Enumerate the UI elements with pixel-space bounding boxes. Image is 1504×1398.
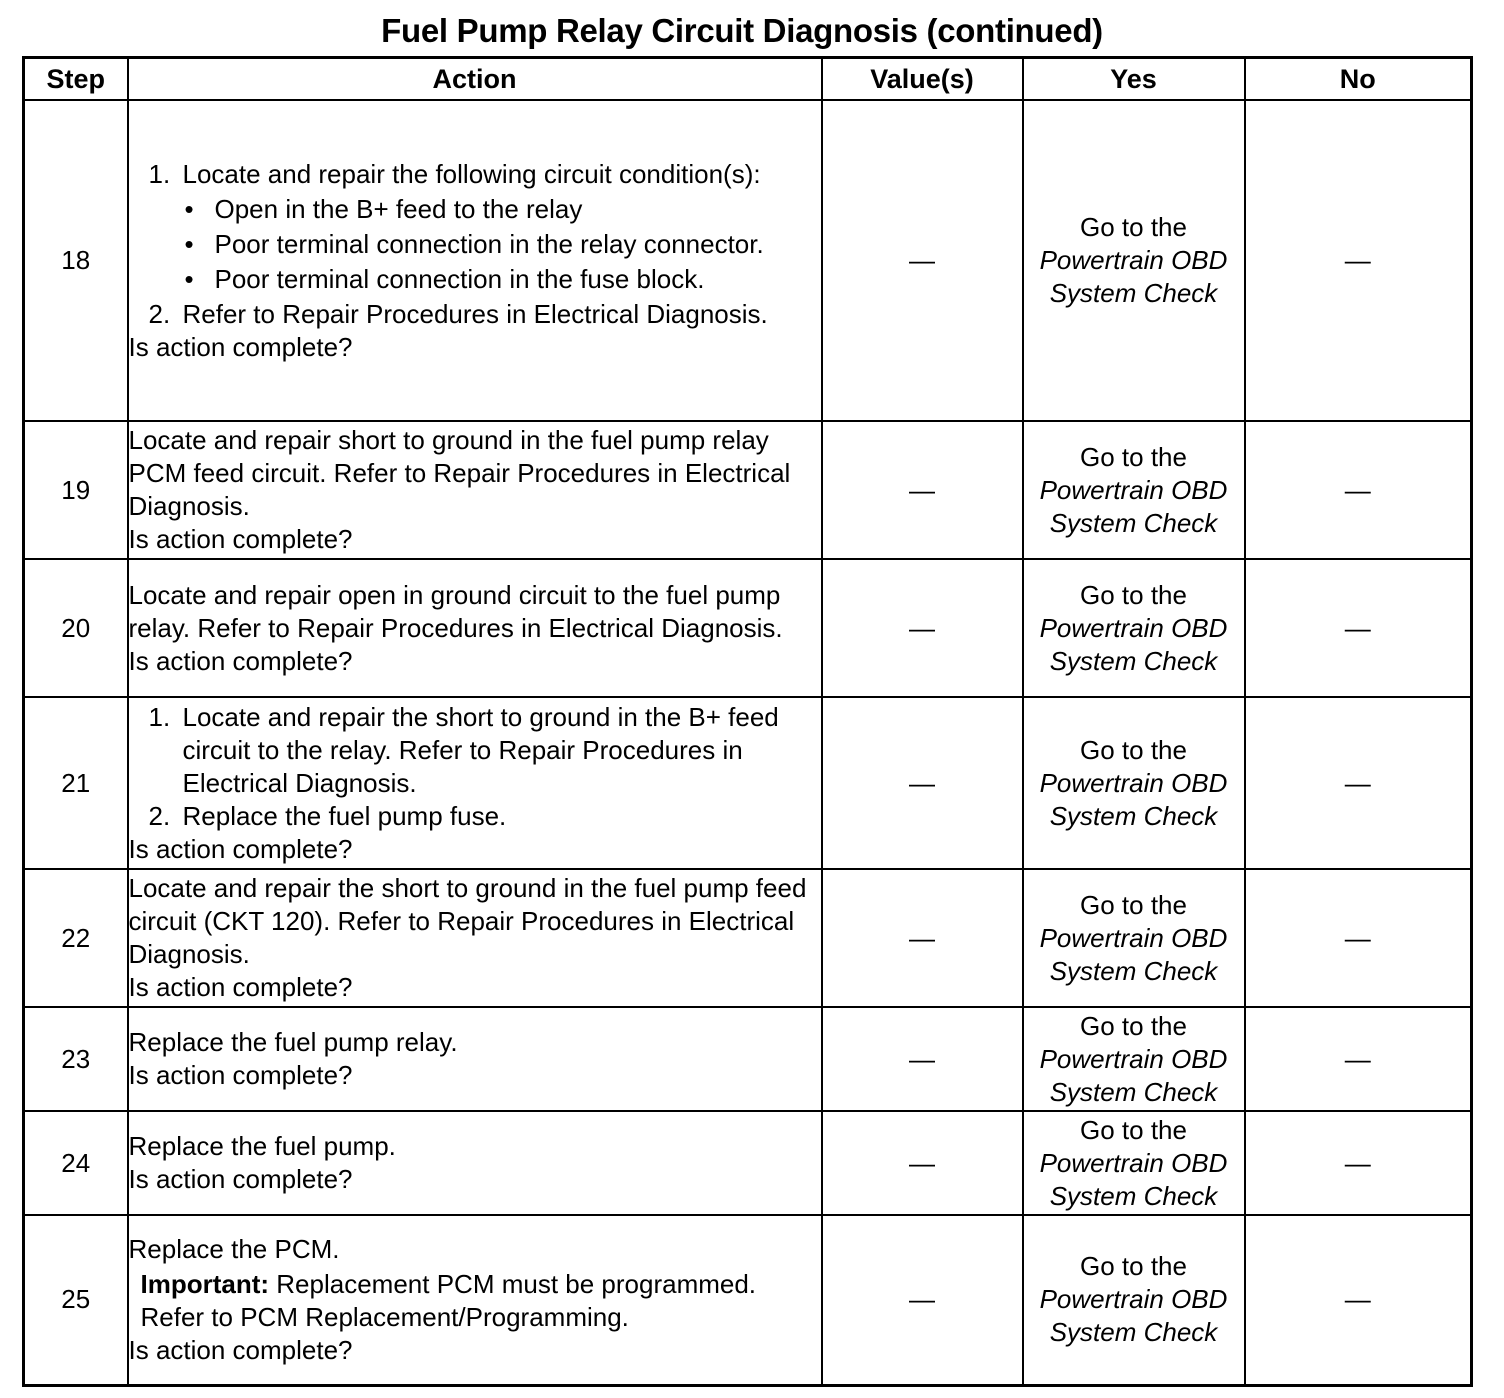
step-number: 22 xyxy=(24,869,128,1007)
action-text: Locate and repair the short to ground in the fuel pump feed circuit (CKT 120). Refer to Repair Procedures in Electrical Diagnosis. xyxy=(128,873,807,969)
step-index: 1. xyxy=(148,701,171,732)
yes-cell xyxy=(1023,421,1245,559)
action-question: Is action complete? xyxy=(128,645,353,676)
yes-line: Go to the xyxy=(1080,1114,1187,1145)
bullet-item: • Poor terminal connection in the relay connector. xyxy=(183,228,821,261)
value-cell: — xyxy=(822,697,1023,869)
yes-link: System Check xyxy=(1049,955,1218,986)
yes-link: System Check xyxy=(1049,645,1218,676)
yes-link: Powertrain OBD xyxy=(1039,245,1228,275)
yes-link: System Check xyxy=(1049,278,1218,308)
action-question: Is action complete? xyxy=(128,972,353,1002)
yes-cell xyxy=(1023,1111,1245,1215)
table-row xyxy=(24,1111,1472,1215)
value-cell: — xyxy=(822,869,1023,1007)
step-number: 18 xyxy=(24,100,128,421)
action-question: Is action complete? xyxy=(128,833,353,864)
yes-cell xyxy=(1023,1007,1245,1111)
step-index: 1. xyxy=(148,158,171,189)
value-cell: — xyxy=(822,1215,1023,1385)
action-question: Is action complete? xyxy=(128,331,353,362)
yes-line: Go to the xyxy=(1080,441,1187,472)
yes-link: Powertrain OBD xyxy=(1039,922,1228,953)
action-question: Is action complete? xyxy=(128,1164,353,1194)
yes-cell xyxy=(1023,697,1245,869)
header-value: Value(s) xyxy=(822,58,1023,101)
yes-link: Powertrain OBD xyxy=(1039,1043,1228,1074)
value-cell: — xyxy=(822,421,1023,559)
yes-cell xyxy=(1023,559,1245,697)
table-header-row xyxy=(24,58,1472,101)
step-number: 19 xyxy=(24,421,128,559)
step-text: Locate and repair the following circuit condition(s): xyxy=(182,158,761,189)
action-cell xyxy=(128,1111,822,1215)
yes-link: Powertrain OBD xyxy=(1039,1284,1228,1315)
header-yes: Yes xyxy=(1023,58,1245,101)
action-cell xyxy=(128,559,822,697)
step-text: Locate and repair the short to ground in the B+ feed circuit to the relay. Refer to Repair Procedures in Electrical Diagnosis. xyxy=(182,701,779,798)
yes-cell xyxy=(1023,1215,1245,1385)
step-number: 20 xyxy=(24,559,128,697)
value-cell: — xyxy=(822,1007,1023,1111)
value-cell: — xyxy=(822,559,1023,697)
header-step: Step xyxy=(24,58,128,101)
action-step xyxy=(129,158,821,296)
step-text: Replace the fuel pump fuse. xyxy=(182,800,507,831)
action-text: Locate and repair short to ground in the fuel pump relay PCM feed circuit. Refer to Repair Procedures in Electrical Diagnosis. xyxy=(128,425,791,521)
bullet-item: • Poor terminal connection in the fuse block. xyxy=(183,263,821,296)
action-text: Replace the fuel pump relay. xyxy=(128,1027,458,1057)
yes-link: Powertrain OBD xyxy=(1039,474,1228,505)
action-cell xyxy=(128,1007,822,1111)
action-text: Locate and repair open in ground circuit to the fuel pump relay. Refer to Repair Procedures in Electrical Diagnosis. xyxy=(128,579,783,643)
yes-link: System Check xyxy=(1049,1076,1218,1107)
yes-line: Go to the xyxy=(1080,1010,1187,1041)
yes-link: Powertrain OBD xyxy=(1039,767,1228,798)
table-row xyxy=(24,421,1472,559)
page-title: Fuel Pump Relay Circuit Diagnosis (continued) xyxy=(381,12,1103,49)
yes-link: Powertrain OBD xyxy=(1039,612,1228,643)
no-cell: — xyxy=(1245,100,1472,421)
step-index: 2. xyxy=(148,800,171,831)
bullet-item: • Open in the B+ feed to the relay xyxy=(183,193,821,226)
action-text: Replace the PCM. xyxy=(128,1233,340,1264)
yes-line: Go to the xyxy=(1080,1251,1187,1282)
action-step xyxy=(129,298,821,331)
value-cell: — xyxy=(822,1111,1023,1215)
no-cell: — xyxy=(1245,559,1472,697)
action-question: Is action complete? xyxy=(128,524,353,554)
bullet-list xyxy=(183,193,821,296)
note-label: Important: xyxy=(140,1268,270,1299)
table-row xyxy=(24,1007,1472,1111)
action-question: Is action complete? xyxy=(128,1060,353,1090)
value-cell: — xyxy=(822,100,1023,421)
action-cell xyxy=(128,869,822,1007)
action-step xyxy=(129,701,821,800)
important-note xyxy=(129,1268,821,1334)
table-row xyxy=(24,697,1472,869)
action-steps xyxy=(129,158,821,331)
no-cell: — xyxy=(1245,1111,1472,1215)
action-cell xyxy=(128,1215,822,1385)
yes-cell xyxy=(1023,869,1245,1007)
table-row xyxy=(24,1215,1472,1385)
step-number: 23 xyxy=(24,1007,128,1111)
table-row xyxy=(24,100,1472,421)
no-cell: — xyxy=(1245,1215,1472,1385)
action-text: Replace the fuel pump. xyxy=(128,1131,396,1161)
action-steps xyxy=(129,701,821,833)
yes-line: Go to the xyxy=(1080,889,1187,920)
action-step xyxy=(129,800,821,833)
step-number: 25 xyxy=(24,1215,128,1385)
no-cell: — xyxy=(1245,1007,1472,1111)
yes-line: Go to the xyxy=(1080,734,1187,765)
yes-cell xyxy=(1023,100,1245,421)
no-cell: — xyxy=(1245,869,1472,1007)
action-cell xyxy=(128,421,822,559)
note-text: Replacement PCM must be programmed. Refer to PCM Replacement/Programming. xyxy=(140,1268,757,1332)
yes-line: Go to the xyxy=(1080,579,1187,610)
header-no: No xyxy=(1245,58,1472,101)
yes-link: Powertrain OBD xyxy=(1039,1147,1228,1178)
action-cell xyxy=(128,100,822,421)
action-question: Is action complete? xyxy=(128,1334,353,1365)
action-cell xyxy=(128,697,822,869)
header-action: Action xyxy=(128,58,822,101)
table-row xyxy=(24,559,1472,697)
diagnosis-table xyxy=(22,56,1473,1387)
step-text: Refer to Repair Procedures in Electrical Diagnosis. xyxy=(182,298,768,329)
step-number: 24 xyxy=(24,1111,128,1215)
yes-link: System Check xyxy=(1049,507,1218,538)
no-cell: — xyxy=(1245,421,1472,559)
yes-link: System Check xyxy=(1049,1317,1218,1348)
no-cell: — xyxy=(1245,697,1472,869)
step-index: 2. xyxy=(148,298,171,329)
yes-link: System Check xyxy=(1049,800,1218,831)
yes-line: Go to the xyxy=(1080,212,1187,242)
yes-link: System Check xyxy=(1049,1180,1218,1211)
step-number: 21 xyxy=(24,697,128,869)
table-row xyxy=(24,869,1472,1007)
